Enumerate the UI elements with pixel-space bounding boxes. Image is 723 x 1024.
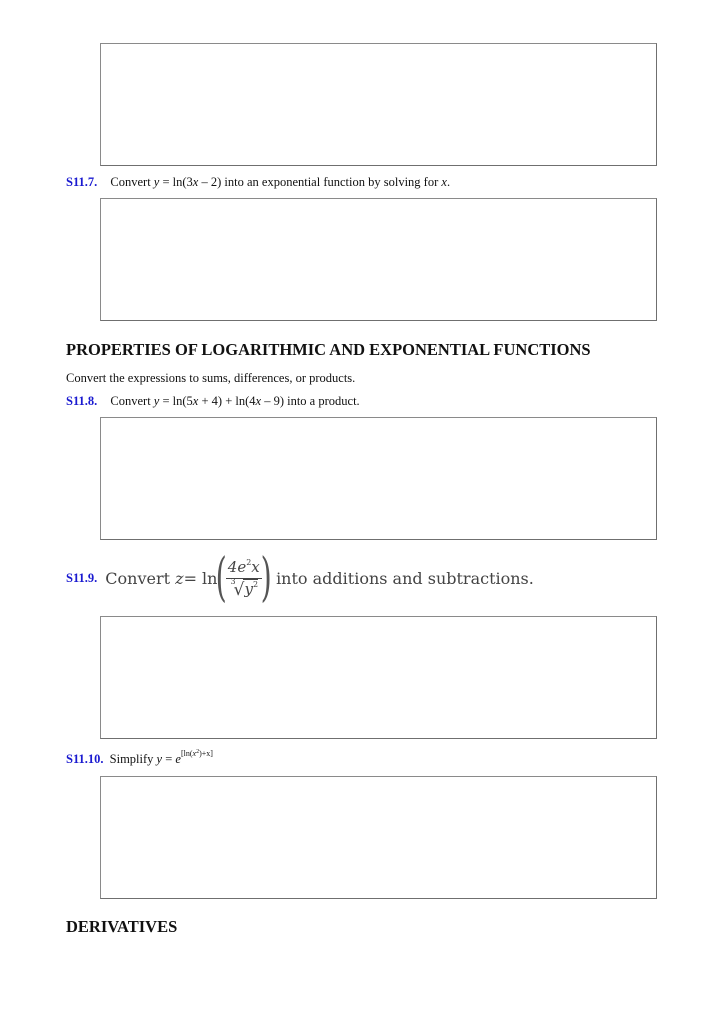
radical-icon: √ <box>233 580 245 600</box>
problem-number: S11.7. <box>66 175 98 189</box>
problem-number: S11.8. <box>66 394 98 408</box>
left-paren: ( <box>216 548 228 608</box>
answer-box-s11-10[interactable] <box>100 776 657 899</box>
answer-box-s11-9[interactable] <box>100 616 657 739</box>
right-paren: ) <box>260 548 272 608</box>
problem-s11-8: S11.8. Convert y = ln(5x + 4) + ln(4x – 9) into a product. <box>66 394 360 408</box>
numerator: $4e^2x$ <box>226 558 262 579</box>
problem-s11-7: S11.7. Convert y = ln(3x – 2) into an exponential function by solving for x. <box>66 175 451 189</box>
problem-number: S11.10. <box>66 752 104 766</box>
equation-image: Convert z = ln ( $4e^2x$ 3 √ $y^2$ ) into additions and subtractions. <box>105 548 534 608</box>
cube-root: 3 √ $y^2$ <box>230 577 259 600</box>
problem-s11-9 <box>66 546 534 610</box>
section-heading-properties: PROPERTIES OF LOGARITHMIC AND EXPONENTIAL FUNCTIONS <box>66 340 591 359</box>
problem-s11-10: S11.10. Simplify y = e[ln(x2)+x] <box>66 749 213 766</box>
fraction <box>226 558 262 598</box>
section-intro: Convert the expressions to sums, differences, or products. <box>66 371 356 385</box>
exponent: [ln(x2)+x] <box>180 749 213 758</box>
problem-number: S11.9. <box>66 570 98 585</box>
answer-box-s11-8[interactable] <box>100 417 657 540</box>
answer-box-s11-6[interactable] <box>100 43 657 166</box>
answer-box-s11-7[interactable] <box>100 198 657 321</box>
denominator <box>229 579 258 598</box>
section-heading-derivatives: DERIVATIVES <box>66 917 178 936</box>
